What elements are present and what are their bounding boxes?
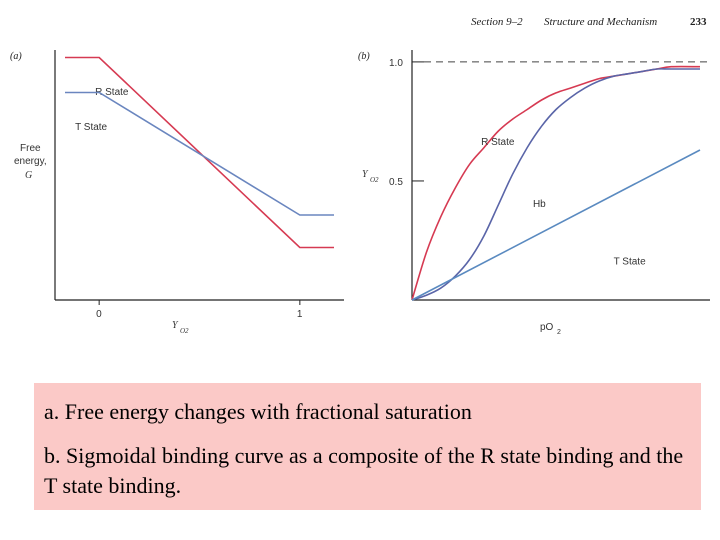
chart-a-series-t-state xyxy=(65,93,334,216)
chart-b-series-hb xyxy=(412,69,700,300)
chart-a-series-r-state xyxy=(65,58,334,248)
chart-a-series-label-r-state: R State xyxy=(95,87,129,98)
chart-b-series-r-state xyxy=(412,67,700,300)
caption-box xyxy=(34,383,701,510)
chart-b-series-label-r-state: R State xyxy=(481,137,515,149)
chart-a-ylabel-line3: G xyxy=(25,170,33,181)
chart-a-ylabel-line2: energy, xyxy=(14,156,47,167)
chart-b-series-t-state xyxy=(412,150,700,300)
header-page-number: 233 xyxy=(690,16,707,28)
chart-b-ylabel-subscript: O2 xyxy=(370,176,379,184)
chart-a-series-label-t-state: T State xyxy=(75,122,108,133)
chart-b-panel-label: (b) xyxy=(358,51,370,62)
chart-b-xlabel-subscript: 2 xyxy=(557,329,561,336)
chart-a-xlabel: Y xyxy=(172,320,178,331)
chart-b xyxy=(358,50,710,336)
chart-b-series-label-hb: Hb xyxy=(532,199,546,211)
chart-a-xtick-label-0: 0 xyxy=(96,309,102,320)
chart-a-ylabel-line1: Free xyxy=(20,143,41,154)
chart-b-series-label-t-state: T State xyxy=(613,256,646,268)
chart-a-panel-label: (a) xyxy=(10,51,22,62)
chart-a xyxy=(10,50,344,335)
header-section: Section 9–2 xyxy=(471,16,523,28)
chart-a-xtick-label-1: 1 xyxy=(296,309,303,320)
header-title: Structure and Mechanism xyxy=(544,16,658,28)
chart-b-xlabel: pO xyxy=(540,322,554,333)
caption-b: b. Sigmoidal binding curve as a composite of the R state binding and the T state binding. xyxy=(44,443,684,498)
caption-a: a. Free energy changes with fractional saturation xyxy=(44,399,472,424)
chart-b-ytick-label-1: 1.0 xyxy=(389,57,403,69)
chart-a-xlabel-subscript: O2 xyxy=(180,327,189,335)
chart-b-ytick-label-0: 0.5 xyxy=(389,176,403,188)
chart-b-ylabel: Y xyxy=(362,169,368,180)
